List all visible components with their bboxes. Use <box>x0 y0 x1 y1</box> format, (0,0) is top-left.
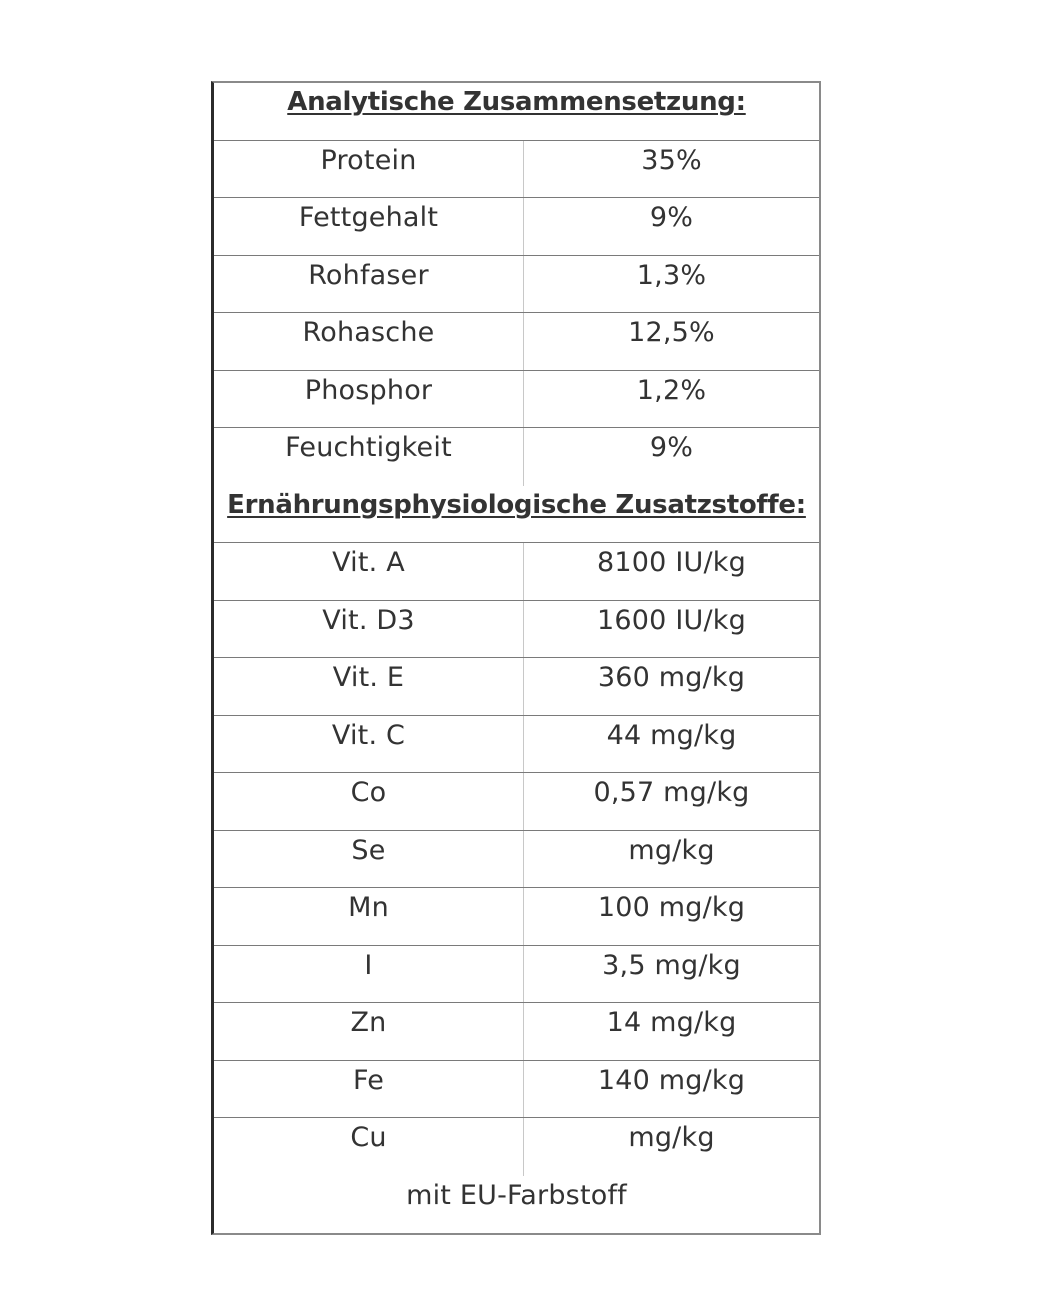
nutrient-value: 140 mg/kg <box>597 1064 746 1096</box>
nutrient-name: I <box>214 946 524 1003</box>
nutrient-value: 44 mg/kg <box>606 719 737 751</box>
section-header-row <box>214 486 819 544</box>
table-row <box>214 1061 819 1119</box>
nutrient-name: Fe <box>214 1061 524 1118</box>
nutrient-name: Vit. D3 <box>214 601 524 658</box>
nutrient-name: Vit. E <box>214 658 524 715</box>
nutrient-name: Phosphor <box>214 371 524 428</box>
table-row <box>214 371 819 429</box>
nutrient-name: Vit. C <box>214 716 524 773</box>
table-row <box>214 141 819 199</box>
nutrient-name: Fettgehalt <box>214 198 524 255</box>
nutrient-value: 1600 IU/kg <box>597 604 746 636</box>
nutrient-name: Rohasche <box>214 313 524 370</box>
nutrient-value: 12,5% <box>628 317 715 348</box>
nutrient-value: 35% <box>641 144 702 176</box>
footer-row <box>214 1176 819 1234</box>
nutrient-name: Se <box>214 831 524 888</box>
nutrient-name: Mn <box>214 888 524 945</box>
additive-rows <box>214 543 819 1176</box>
section-title-additives: Ernährungsphysiologische Zusatzstoffe: <box>227 489 806 520</box>
section-title-analytical: Analytische Zusammensetzung: <box>287 87 746 117</box>
table-row <box>214 313 819 371</box>
table-row <box>214 198 819 256</box>
nutrient-value: 0,57 mg/kg <box>593 777 750 808</box>
table-row <box>214 773 819 831</box>
nutrient-value: mg/kg <box>628 834 715 866</box>
table-row <box>214 831 819 889</box>
nutrient-value: 9% <box>649 202 694 233</box>
nutrient-value: 3,5 mg/kg <box>602 949 741 981</box>
table-row <box>214 428 819 486</box>
section-header-row <box>214 83 819 141</box>
table-row <box>214 658 819 716</box>
table-row <box>214 256 819 314</box>
table-row <box>214 888 819 946</box>
section-header-cell <box>214 83 819 140</box>
nutrient-name: Cu <box>214 1118 524 1176</box>
composition-table <box>211 81 821 1235</box>
table-row <box>214 1003 819 1061</box>
analytical-rows <box>214 141 819 486</box>
nutrient-name: Co <box>214 773 524 830</box>
nutrient-value: mg/kg <box>628 1122 715 1153</box>
nutrient-value: 1,3% <box>636 259 707 291</box>
nutrient-name: Feuchtigkeit <box>214 428 524 486</box>
nutrient-value: 9% <box>649 432 694 463</box>
table-row <box>214 601 819 659</box>
nutrient-name: Rohfaser <box>214 256 524 313</box>
nutrient-name: Protein <box>214 141 524 198</box>
table-row <box>214 543 819 601</box>
nutrient-value: 100 mg/kg <box>597 892 746 923</box>
nutrient-value: 360 mg/kg <box>597 662 746 693</box>
table-row <box>214 716 819 774</box>
nutrient-value: 1,2% <box>636 374 707 406</box>
table-row <box>214 1118 819 1176</box>
footer-note: mit EU-Farbstoff <box>406 1179 627 1211</box>
section-header-cell <box>214 486 819 543</box>
nutrient-name: Zn <box>214 1003 524 1060</box>
table-row <box>214 946 819 1004</box>
nutrient-value: 14 mg/kg <box>606 1007 737 1038</box>
nutrient-value: 8100 IU/kg <box>597 547 746 578</box>
nutrient-name: Vit. A <box>214 543 524 600</box>
